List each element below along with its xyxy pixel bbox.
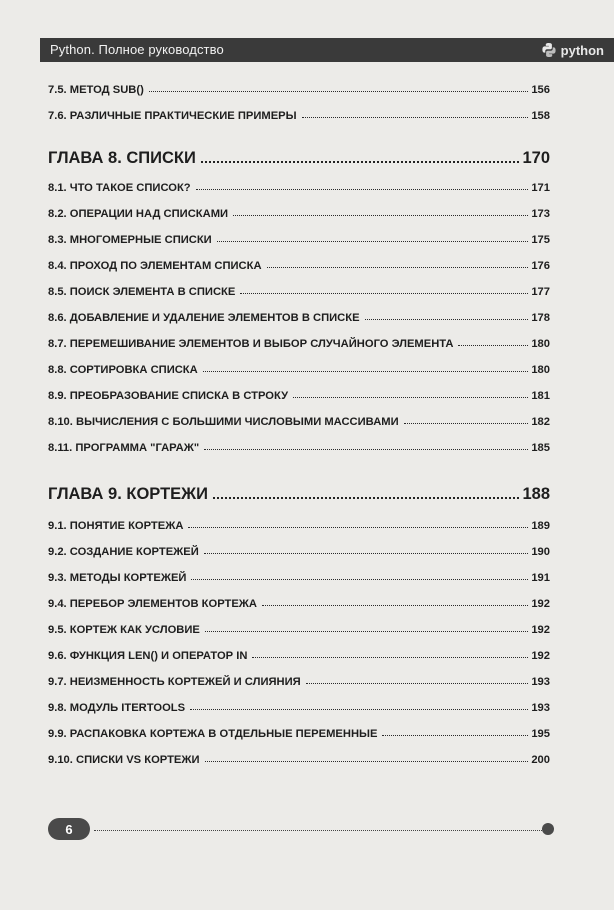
brand-text: python	[560, 42, 604, 58]
toc-label: 8.9. ПРЕОБРАЗОВАНИЕ СПИСКА В СТРОКУ	[48, 390, 289, 402]
toc-leader-dots	[458, 345, 528, 346]
toc-page-number: 156	[531, 84, 550, 96]
toc-entry-row	[48, 76, 550, 96]
toc-entry-row	[48, 330, 550, 350]
toc-entry-row	[48, 102, 550, 122]
toc-label: 9.8. МОДУЛЬ ITERTOOLS	[48, 702, 186, 714]
toc-entry-row	[48, 538, 550, 558]
python-brand	[541, 40, 604, 60]
toc-page-number: 177	[531, 286, 550, 298]
toc-leader-dots	[188, 527, 528, 528]
toc-entry-row	[48, 642, 550, 662]
toc-entry-row	[48, 694, 550, 714]
toc-leader-dots	[149, 91, 529, 92]
toc-page-number: 175	[531, 234, 550, 246]
toc-entry-row	[48, 616, 550, 636]
toc-page-number: 192	[531, 650, 550, 662]
running-header	[40, 38, 614, 62]
toc-entry-row	[48, 278, 550, 298]
toc-leader-dots	[302, 117, 529, 118]
toc-leader-dots	[365, 319, 529, 320]
toc-entry-row	[48, 434, 550, 454]
toc-page-number: 189	[531, 520, 550, 532]
toc-label: 9.4. ПЕРЕБОР ЭЛЕМЕНТОВ КОРТЕЖА	[48, 598, 257, 610]
footer-dotted-rule	[94, 830, 542, 831]
toc-leader-dots	[404, 423, 529, 424]
toc-leader-dots	[382, 735, 528, 736]
toc-page-number: 171	[531, 182, 550, 194]
toc-label: 8.2. ОПЕРАЦИИ НАД СПИСКАМИ	[48, 208, 229, 220]
toc-label: 9.2. СОЗДАНИЕ КОРТЕЖЕЙ	[48, 546, 199, 558]
toc-page-number: 180	[531, 338, 550, 350]
toc-page-number: 180	[531, 364, 550, 376]
toc-label: 8.1. ЧТО ТАКОЕ СПИСОК?	[48, 182, 191, 194]
toc-chapter-row	[48, 478, 550, 504]
toc-label: 8.8. СОРТИРОВКА СПИСКА	[48, 364, 198, 376]
toc-leader-dots	[240, 293, 528, 294]
toc-leader-dots	[262, 605, 528, 606]
toc-leader-dots	[306, 683, 529, 684]
toc-leader-dots	[213, 497, 520, 499]
toc-leader-dots	[190, 709, 528, 710]
toc-entry-row	[48, 668, 550, 688]
toc-label: 8.10. ВЫЧИСЛЕНИЯ С БОЛЬШИМИ ЧИСЛОВЫМИ МАССИВАМИ	[48, 416, 399, 428]
toc-label: 8.7. ПЕРЕМЕШИВАНИЕ ЭЛЕМЕНТОВ И ВЫБОР СЛУЧАЙНОГО ЭЛЕМЕНТА	[48, 338, 454, 350]
toc-entry-row	[48, 174, 550, 194]
toc-leader-dots	[201, 161, 520, 163]
toc-entry-row	[48, 304, 550, 324]
toc-leader-dots	[205, 631, 528, 632]
toc-page-number: 170	[522, 149, 550, 167]
toc-label: 9.3. МЕТОДЫ КОРТЕЖЕЙ	[48, 572, 187, 584]
toc-leader-dots	[267, 267, 529, 268]
toc-page-number: 188	[522, 485, 550, 503]
toc-entry-row	[48, 590, 550, 610]
toc-label: 8.3. МНОГОМЕРНЫЕ СПИСКИ	[48, 234, 212, 246]
toc-leader-dots	[204, 553, 529, 554]
toc-entry-row	[48, 746, 550, 766]
toc-page-number: 158	[531, 110, 550, 122]
toc-page-number: 193	[531, 702, 550, 714]
toc-leader-dots	[233, 215, 528, 216]
toc-page-number: 191	[531, 572, 550, 584]
toc-label: 7.6. РАЗЛИЧНЫЕ ПРАКТИЧЕСКИЕ ПРИМЕРЫ	[48, 110, 297, 122]
toc-label: 8.6. ДОБАВЛЕНИЕ И УДАЛЕНИЕ ЭЛЕМЕНТОВ В СПИСКЕ	[48, 312, 360, 324]
toc-page-number: 193	[531, 676, 550, 688]
page-footer	[48, 818, 558, 842]
toc-page-number: 173	[531, 208, 550, 220]
toc-page-number: 178	[531, 312, 550, 324]
toc-entry-row	[48, 512, 550, 532]
toc-label: 7.5. МЕТОД SUB()	[48, 84, 144, 96]
toc-label: 9.7. НЕИЗМЕННОСТЬ КОРТЕЖЕЙ И СЛИЯНИЯ	[48, 676, 301, 688]
toc-leader-dots	[191, 579, 528, 580]
toc-page-number: 192	[531, 598, 550, 610]
toc-entry-row	[48, 252, 550, 272]
toc-entry-row	[48, 200, 550, 220]
toc-leader-dots	[196, 189, 529, 190]
toc-chapter-row	[48, 142, 550, 168]
toc-page-number: 190	[531, 546, 550, 558]
toc-entry-row	[48, 720, 550, 740]
book-title: Python. Полное руководство	[50, 42, 224, 57]
toc-page-number: 192	[531, 624, 550, 636]
toc-label: 9.1. ПОНЯТИЕ КОРТЕЖА	[48, 520, 184, 532]
toc-page-number: 185	[531, 442, 550, 454]
toc-page-number: 182	[531, 416, 550, 428]
toc-label: ГЛАВА 9. КОРТЕЖИ	[48, 485, 208, 503]
toc-page-number: 176	[531, 260, 550, 272]
toc-label: 8.11. ПРОГРАММА "ГАРАЖ"	[48, 442, 200, 454]
toc-label: ГЛАВА 8. СПИСКИ	[48, 149, 196, 167]
toc-label: 9.5. КОРТЕЖ КАК УСЛОВИЕ	[48, 624, 200, 636]
toc-leader-dots	[204, 449, 528, 450]
toc-entry-row	[48, 564, 550, 584]
toc-leader-dots	[203, 371, 529, 372]
toc-entry-row	[48, 408, 550, 428]
toc-label: 9.6. ФУНКЦИЯ LEN() И ОПЕРАТОР IN	[48, 650, 248, 662]
toc-leader-dots	[252, 657, 528, 658]
toc-leader-dots	[293, 397, 528, 398]
toc-label: 8.5. ПОИСК ЭЛЕМЕНТА В СПИСКЕ	[48, 286, 236, 298]
toc-leader-dots	[205, 761, 529, 762]
toc-page-number: 181	[531, 390, 550, 402]
toc-page-number: 200	[531, 754, 550, 766]
page-number-badge: 6	[48, 818, 90, 840]
toc-label: 8.4. ПРОХОД ПО ЭЛЕМЕНТАМ СПИСКА	[48, 260, 262, 272]
python-logo-icon	[541, 42, 557, 58]
toc-entry-row	[48, 356, 550, 376]
toc-label: 9.10. СПИСКИ VS КОРТЕЖИ	[48, 754, 200, 766]
toc-label: 9.9. РАСПАКОВКА КОРТЕЖА В ОТДЕЛЬНЫЕ ПЕРЕМЕННЫЕ	[48, 728, 378, 740]
toc-entry-row	[48, 382, 550, 402]
toc-page-number: 195	[531, 728, 550, 740]
footer-rule-end-dot	[542, 823, 554, 835]
toc-leader-dots	[217, 241, 529, 242]
toc-entry-row	[48, 226, 550, 246]
